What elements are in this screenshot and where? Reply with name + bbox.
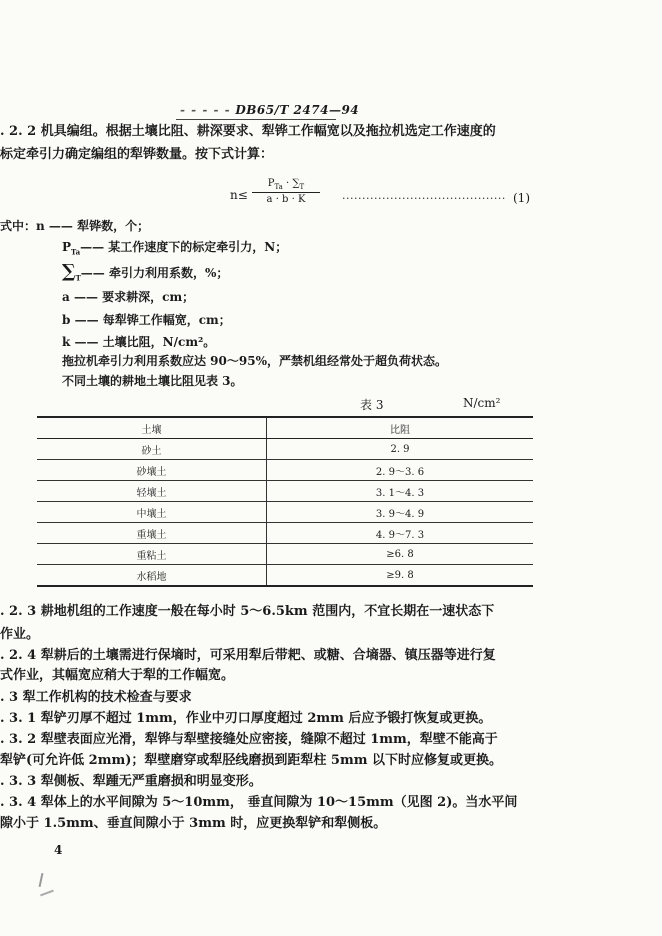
- table-row: 砂壤土 2. 9～3. 6: [37, 460, 533, 481]
- scan-mark: [39, 873, 44, 887]
- table-header-row: [37, 417, 533, 439]
- clause-4-2-2-line2: 标定牵引力确定编组的犁铧数量。按下式计算：: [0, 147, 274, 162]
- def-b: b —— 每犁铧工作幅宽，cm；: [62, 313, 231, 327]
- col-soil: 土壤: [37, 417, 267, 439]
- clause-4-3-2-line2: 犁铲(可允许低 2mm)；犁壁磨穿或犁胫线磨损到距犁柱 5mm 以下时应修复或更换。: [0, 753, 502, 768]
- table-row: 重粘土 ≥6. 8: [37, 544, 533, 565]
- clause-4-2-3-line2: 作业。: [0, 627, 40, 642]
- page-number: 4: [54, 843, 63, 857]
- clause-4-3-4-line2: 隙小于 1.5mm、垂直间隙小于 3mm 时，应更换犁铲和犁侧板。: [0, 816, 387, 831]
- formula-fraction: [252, 178, 320, 205]
- standard-code: DB65/T 2474—94: [235, 103, 360, 117]
- formula-leader-dots: ·········································: [342, 192, 506, 205]
- clause-4-2-3-line1: . 2. 3 耕地机组的工作速度一般在每小时 5～6.5km 范围内，不宜长期在一速状态下: [0, 604, 495, 619]
- formula-denominator: a · b · K: [266, 194, 306, 205]
- equation-number: (1): [513, 191, 530, 205]
- section-4-3-heading: . 3 犁工作机构的技术检查与要求: [0, 690, 192, 705]
- table-row: 水稻地 ≥9. 8: [37, 565, 533, 587]
- formula-1: [230, 178, 540, 218]
- clause-4-3-3: . 3. 3 犁侧板、犁踵无严重磨损和明显变形。: [0, 774, 262, 789]
- clause-4-3-2-line1: . 3. 2 犁壁表面应光滑，犁铧与犁壁接缝处应密接，缝隙不超过 1mm，犁壁不能高于: [0, 732, 498, 747]
- table-row: 砂土 2. 9: [37, 439, 533, 460]
- table-row: 轻壤土 3. 1～4. 3: [37, 481, 533, 502]
- page-header: [180, 103, 359, 117]
- clause-4-3-4-line1: . 3. 4 犁体上的水平间隙为 5～10mm， 垂直间隙为 10～15mm（见图 2)。当水平间: [0, 795, 518, 810]
- note-traction: 拖拉机牵引力利用系数应达 90～95%，严禁机组经常处于超负荷状态。: [62, 354, 447, 368]
- table-row: 中壤土 3. 9～4. 9: [37, 502, 533, 523]
- clause-4-2-2-line1: . 2. 2 机具编组。根据土壤比阻、耕深要求、犁铧工作幅宽以及拖拉机选定工作速度的: [0, 124, 496, 139]
- header-rule: [176, 119, 336, 120]
- clause-4-2-4-line2: 式作业，其幅宽应稍大于犁的工作幅宽。: [0, 668, 235, 683]
- table-3-title: 表 3: [360, 398, 384, 412]
- where-clause: 式中：n —— 犁铧数，个；: [0, 219, 150, 233]
- col-resistance: 比阻: [267, 417, 534, 439]
- soil-resistance-table: [37, 416, 533, 587]
- def-a: a —— 要求耕深，cm；: [62, 290, 195, 304]
- formula-lhs: n≤: [230, 188, 248, 202]
- def-sigma: $\sum_T——$ 牵引力利用系数，%；: [62, 261, 229, 283]
- def-pta: $P_{Ta}——$ 某工作速度下的标定牵引力，N；: [62, 240, 288, 257]
- table-row: 重壤土 4. 9～7. 3: [37, 523, 533, 544]
- clause-4-2-4-line1: . 2. 4 犁耕后的土壤需进行保墒时，可采用犁后带耙、或糖、合墒器、镇压器等进行复: [0, 648, 496, 663]
- note-table-ref: 不同土壤的耕地土壤比阻见表 3。: [62, 374, 243, 388]
- def-k: k —— 土壤比阻，N/cm²。: [62, 335, 216, 349]
- table-3-unit: N/cm²: [463, 396, 501, 410]
- clause-4-3-1: . 3. 1 犁铲刃厚不超过 1mm，作业中刃口厚度超过 2mm 后应予锻打恢复或更换。: [0, 711, 492, 726]
- formula-numerator: $P_{Ta} \cdot \sum_T$: [252, 178, 320, 193]
- header-dash: - - - - -: [180, 103, 231, 117]
- scan-mark: [40, 890, 54, 897]
